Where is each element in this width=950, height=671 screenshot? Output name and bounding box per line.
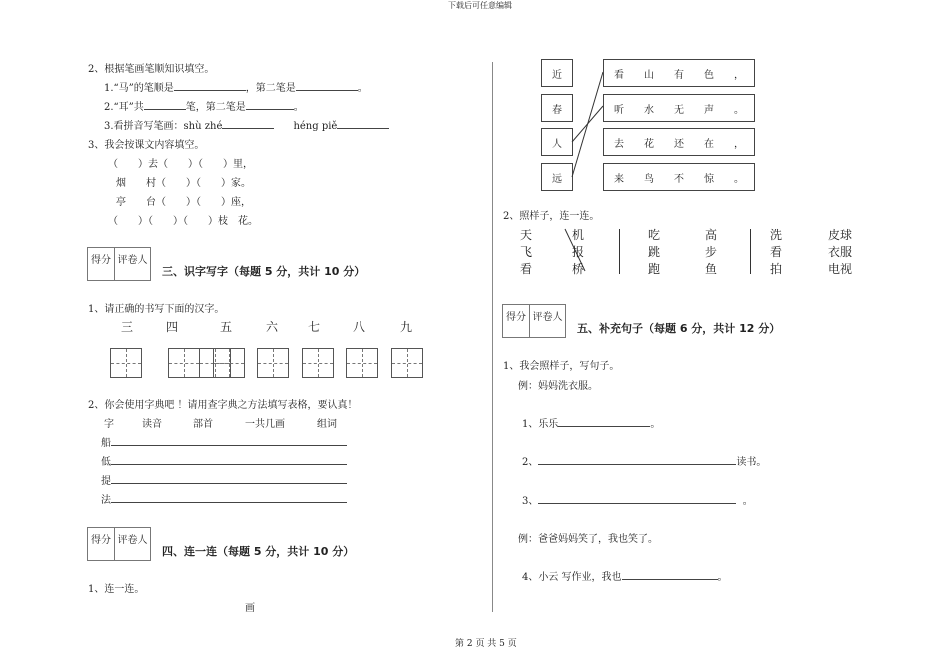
- pair-c6-2: 衣服: [828, 245, 853, 259]
- dict-row-4: 法: [101, 491, 347, 506]
- pair-separator-1: [619, 229, 620, 274]
- match-left-1: 近: [541, 59, 573, 87]
- dict-row-1: 船: [101, 434, 347, 449]
- pair-c6-1: 皮球: [828, 228, 853, 242]
- q3-line-2: 烟 村（ ）（ ）家。: [116, 178, 251, 189]
- section-3-title: 三、识字写字（每题 5 分，共计 10 分）: [162, 265, 366, 278]
- score-box-sec5: 得分 评卷人: [502, 304, 566, 338]
- match-left-2: 春: [541, 94, 573, 122]
- example-1: 例：妈妈洗衣服。: [518, 381, 598, 392]
- q2-title: 2、根据笔画笔顺知识填空。: [88, 64, 215, 75]
- dict-header-radical: 部首: [193, 419, 213, 430]
- example-2: 例：爸爸妈妈笑了，我也笑了。: [518, 534, 658, 545]
- dict-header-char: 字: [104, 419, 114, 430]
- char-2: 四: [166, 320, 179, 334]
- pair-c1-3: 看: [520, 262, 533, 276]
- q2-item-2: 2.“耳”共 笔，第二笔是 。: [104, 98, 304, 113]
- pair-separator-2: [750, 229, 751, 274]
- match-row-3: 去 花 还 在 ，: [603, 128, 755, 156]
- pair-c4-3: 鱼: [705, 262, 718, 276]
- pair-c5-2: 看: [770, 245, 783, 259]
- char-1: 三: [121, 320, 134, 334]
- dict-row-2: 低: [101, 453, 347, 468]
- dict-row-3: 提: [101, 472, 347, 487]
- q3-line-1: （ ）去（ ）（ ）里，: [108, 159, 253, 170]
- sentence-4: 4、小云 写作业，我也 。: [522, 568, 728, 583]
- s3-q2: 2、你会使用字典吧 ！请用查字典之方法填写表格，要认真！: [88, 400, 358, 411]
- s3-q1: 1、请正确的书写下面的汉字。: [88, 304, 225, 315]
- page-footer: 第 2 页 共 5 页: [455, 639, 517, 649]
- section-5-title: 五、补充句子（每题 6 分，共计 12 分）: [577, 322, 781, 335]
- char-6: 八: [353, 320, 366, 334]
- match-left-4: 远: [541, 163, 573, 191]
- s4-q1: 1、连一连。: [88, 584, 145, 595]
- pair-c1-2: 飞: [520, 245, 533, 259]
- char-7: 九: [400, 320, 413, 334]
- dict-header-pinyin: 读音: [142, 419, 162, 430]
- pair-c5-1: 洗: [770, 228, 783, 242]
- char-5: 七: [308, 320, 321, 334]
- match-row-4: 来 鸟 不 惊 。: [603, 163, 755, 191]
- pair-c2-3: 桥: [572, 262, 585, 276]
- r-q2-title: 2、照样子，连一连。: [503, 211, 600, 222]
- pair-c4-2: 步: [705, 245, 718, 259]
- char-3: 五: [220, 320, 233, 334]
- pair-c3-3: 跑: [648, 262, 661, 276]
- score-box-sec3: 得分 评卷人: [87, 247, 151, 281]
- pair-c6-3: 电视: [828, 262, 853, 276]
- pair-c4-1: 高: [705, 228, 718, 242]
- match-left-3: 人: [541, 128, 573, 156]
- q2-item-1: 1.“马”的笔顺是 ，第二笔是 。: [104, 79, 368, 94]
- pair-c3-2: 跳: [648, 245, 661, 259]
- dict-header-strokes: 一共几画: [245, 419, 285, 430]
- pair-c1-1: 天: [520, 228, 533, 242]
- s5-q1: 1、我会照样子，写句子。: [503, 361, 620, 372]
- s4-word: 画: [245, 603, 255, 614]
- pair-c5-3: 拍: [770, 262, 783, 276]
- pair-c3-1: 吃: [648, 228, 661, 242]
- sentence-3: 3、 。: [522, 492, 753, 507]
- sentence-1: 1、乐乐 。: [522, 415, 660, 430]
- match-row-1: 看 山 有 色 ，: [603, 59, 755, 87]
- match-row-2: 听 水 无 声 。: [603, 94, 755, 122]
- pair-c2-1: 机: [572, 228, 585, 242]
- q3-line-3: 亭 台（ ）（ ）座，: [116, 197, 251, 208]
- sentence-2: 2、 读书。: [522, 453, 766, 468]
- char-4: 六: [266, 320, 279, 334]
- q3-title: 3、我会按课文内容填空。: [88, 140, 205, 151]
- section-4-title: 四、连一连（每题 5 分，共计 10 分）: [162, 545, 355, 558]
- dict-header-words: 组词: [317, 419, 337, 430]
- pair-c2-2: 报: [572, 245, 585, 259]
- q2-item-3: 3.看拼音写笔画：shù zhé héng piě: [104, 117, 389, 132]
- score-box-sec4: 得分 评卷人: [87, 527, 151, 561]
- header-note: 下载后可任意编辑: [448, 1, 512, 10]
- q3-line-4: （ ）（ ）（ ）枝 花。: [108, 216, 258, 227]
